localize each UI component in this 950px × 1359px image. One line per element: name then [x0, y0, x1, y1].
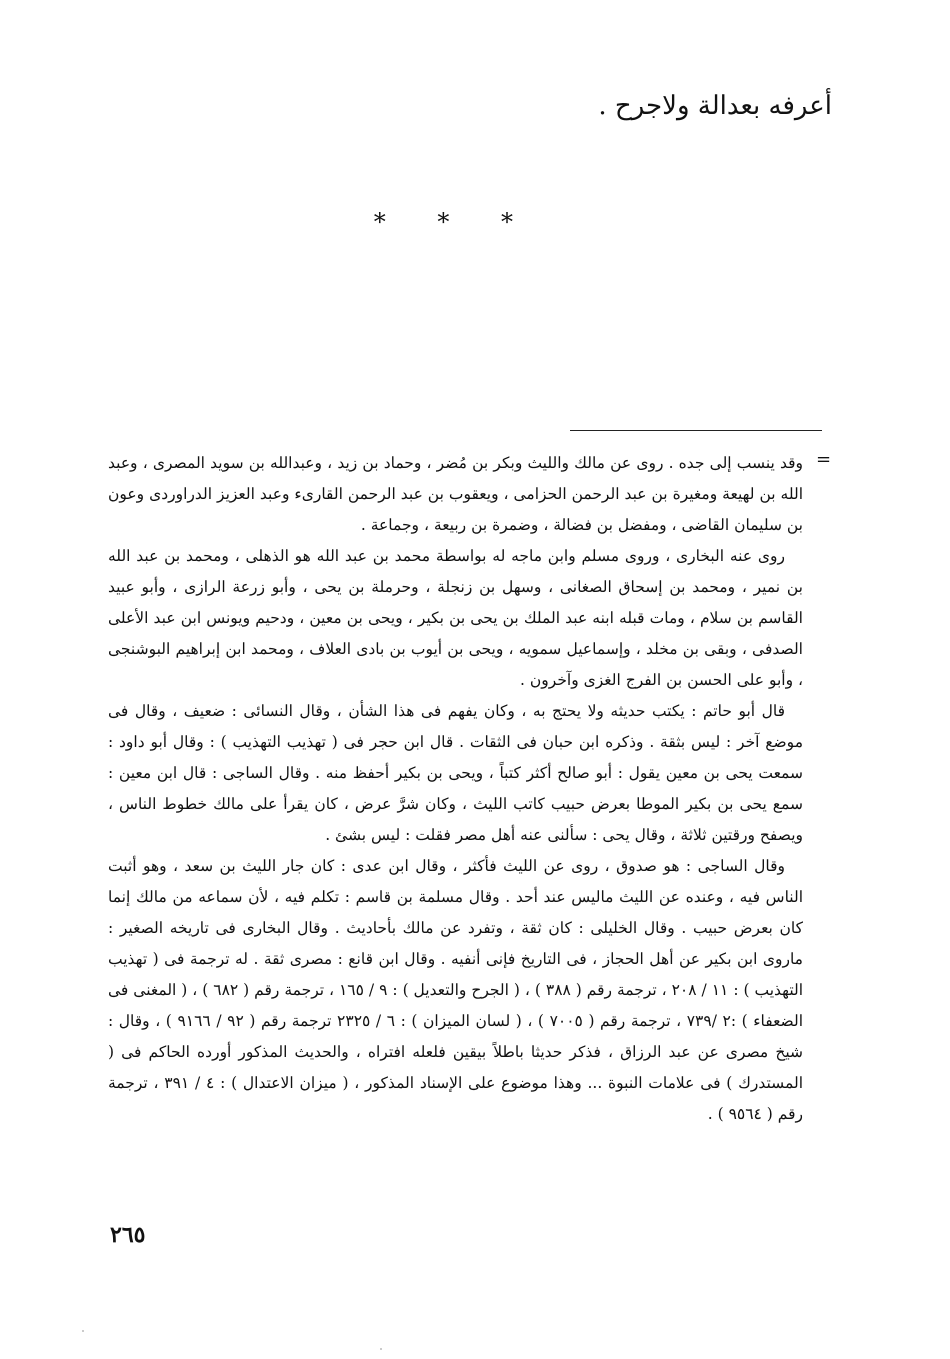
- footnote-divider: [570, 430, 822, 431]
- footnote-paragraph-narrators: وقد ينسب إلى جده . روى عن مالك والليث وبكر بن مُضر ، وحماد بن زيد ، وعبدالله بن سويد المصرى ، وعبد الله بن لهيعة ومغيرة بن عبد الرحمن الحزامى ، ويعقوب بن عبد الرحمن القارىء وعبد العزيز الدراوردى وعون بن سليمان القاضى ، ومفضل بن فضالة ، وضمرة بن ربيعة ، وجماعة .: [108, 454, 803, 534]
- footnote-paragraph-al-saji: وقال الساجى : هو صدوق ، روى عن الليث فأكثر ، وقال ابن عدى : كان جار الليث بن سعد ، وهو أثبت الناس فيه ، وعنده عن الليث ماليس عند أحد . وقال مسلمة بن قاسم : تكلم فيه ، لأن سماعه من مالك إنما كان بعرض حبيب . وقال الخليلى : كان ثقة ، وتفرد عن مالك بأحاديث . وقال البخارى فى تاريخه الصغير : ماروى ابن بكير عن أهل الحجاز ، فى التاريخ فإنى أنفيه . وقال ابن قانع : مصرى ثقة . له ترجمة فى ( تهذيب التهذيب ) : ١١ / ٢٠٨ ، ترجمة رقم ( ٣٨٨ ) ، ( الجرح والتعديل ) : ٩ / ١٦٥ ، ترجمة رقم ( ٦٨٢ ) ، ( المغنى فى الضعفاء ) :٢ /٧٣٩ ، ترجمة رقم ( ٧٠٠٥ ) ، ( لسان الميزان ) : ٦ / ٢٣٢٥ ترجمة رقم ( ٩٢ / ٩١٦٦ ) ، وقال : شيخ مصرى عن عبد الرزاق ، فذكر حديثا باطلاً بيقين فلعله افتراه ، والحديث المذكور أورده الحاكم فى ( المستدرك ) فى علامات النبوة ... وهذا موضوع على الإسناد المذكور ، ( ميزان الاعتدال ) : ٤ / ٣٩١ ، ترجمة رقم ( ٩٥٦٤ ) .: [108, 857, 804, 1123]
- page-number: ٢٦٥: [110, 1222, 146, 1248]
- scan-speck: [380, 1348, 382, 1350]
- footnote-paragraph-students: روى عنه البخارى ، وروى مسلم وابن ماجه له بواسطة محمد بن عبد الله هو الذهلى ، ومحمد بن عبد الله بن نمير ، ومحمد بن إسحاق الصغانى ، وسهل بن زنجلة ، وحرملة بن يحى ، وأبو زرعة الرازى ، وأبو عبيد القاسم بن سلام ، ومات قبله ابنه عبد الملك بن يحى بن بكير ، ويحى بن معين ، ودحيم ويونس ابن عبد الأعلى الصدفى ، وبقى بن مخلد ، وإسماعيل سمويه ، ويحى بن أيوب بن بادى العلاف ، ومحمد ابن إبراهيم البوشنجى ، وأبو على الحسن بن الفرج الغزى وآخرون .: [108, 547, 803, 689]
- section-separator-stars: * * *: [373, 208, 535, 236]
- footnote-paragraph-abu-hatim: قال أبو حاتم : يكتب حديثه ولا يحتج به ، وكان يفهم فى هذا الشأن ، وقال النسائى : ضعيف ، وقال فى موضع آخر : ليس بثقة . وذكره ابن حبان فى الثقات . قال ابن حجر فى ( تهذيب التهذيب ) : وقال أبو داود : سمعت يحى بن معين يقول : أبو صالح أكثر كتباً ، ويحى بن بكير أحفظ منه . وقال الساجى : قال ابن معين : سمع يحى بن بكير الموطا بعرض حبيب كاتب الليث ، وكان شرَّ عرض ، كان يقرأ على مالك خطوط الناس ، ويصفح ورقتين ثلاثة ، وقال يحى : سألنى عنه أهل مصر فقلت : ليس بشئ .: [108, 702, 803, 844]
- scan-speck: [82, 1330, 84, 1332]
- main-text-line: أعرفه بعدالة ولاجرح .: [598, 91, 832, 121]
- footnotes-block: [108, 448, 803, 1130]
- footnote-continuation-marker: =: [816, 449, 832, 470]
